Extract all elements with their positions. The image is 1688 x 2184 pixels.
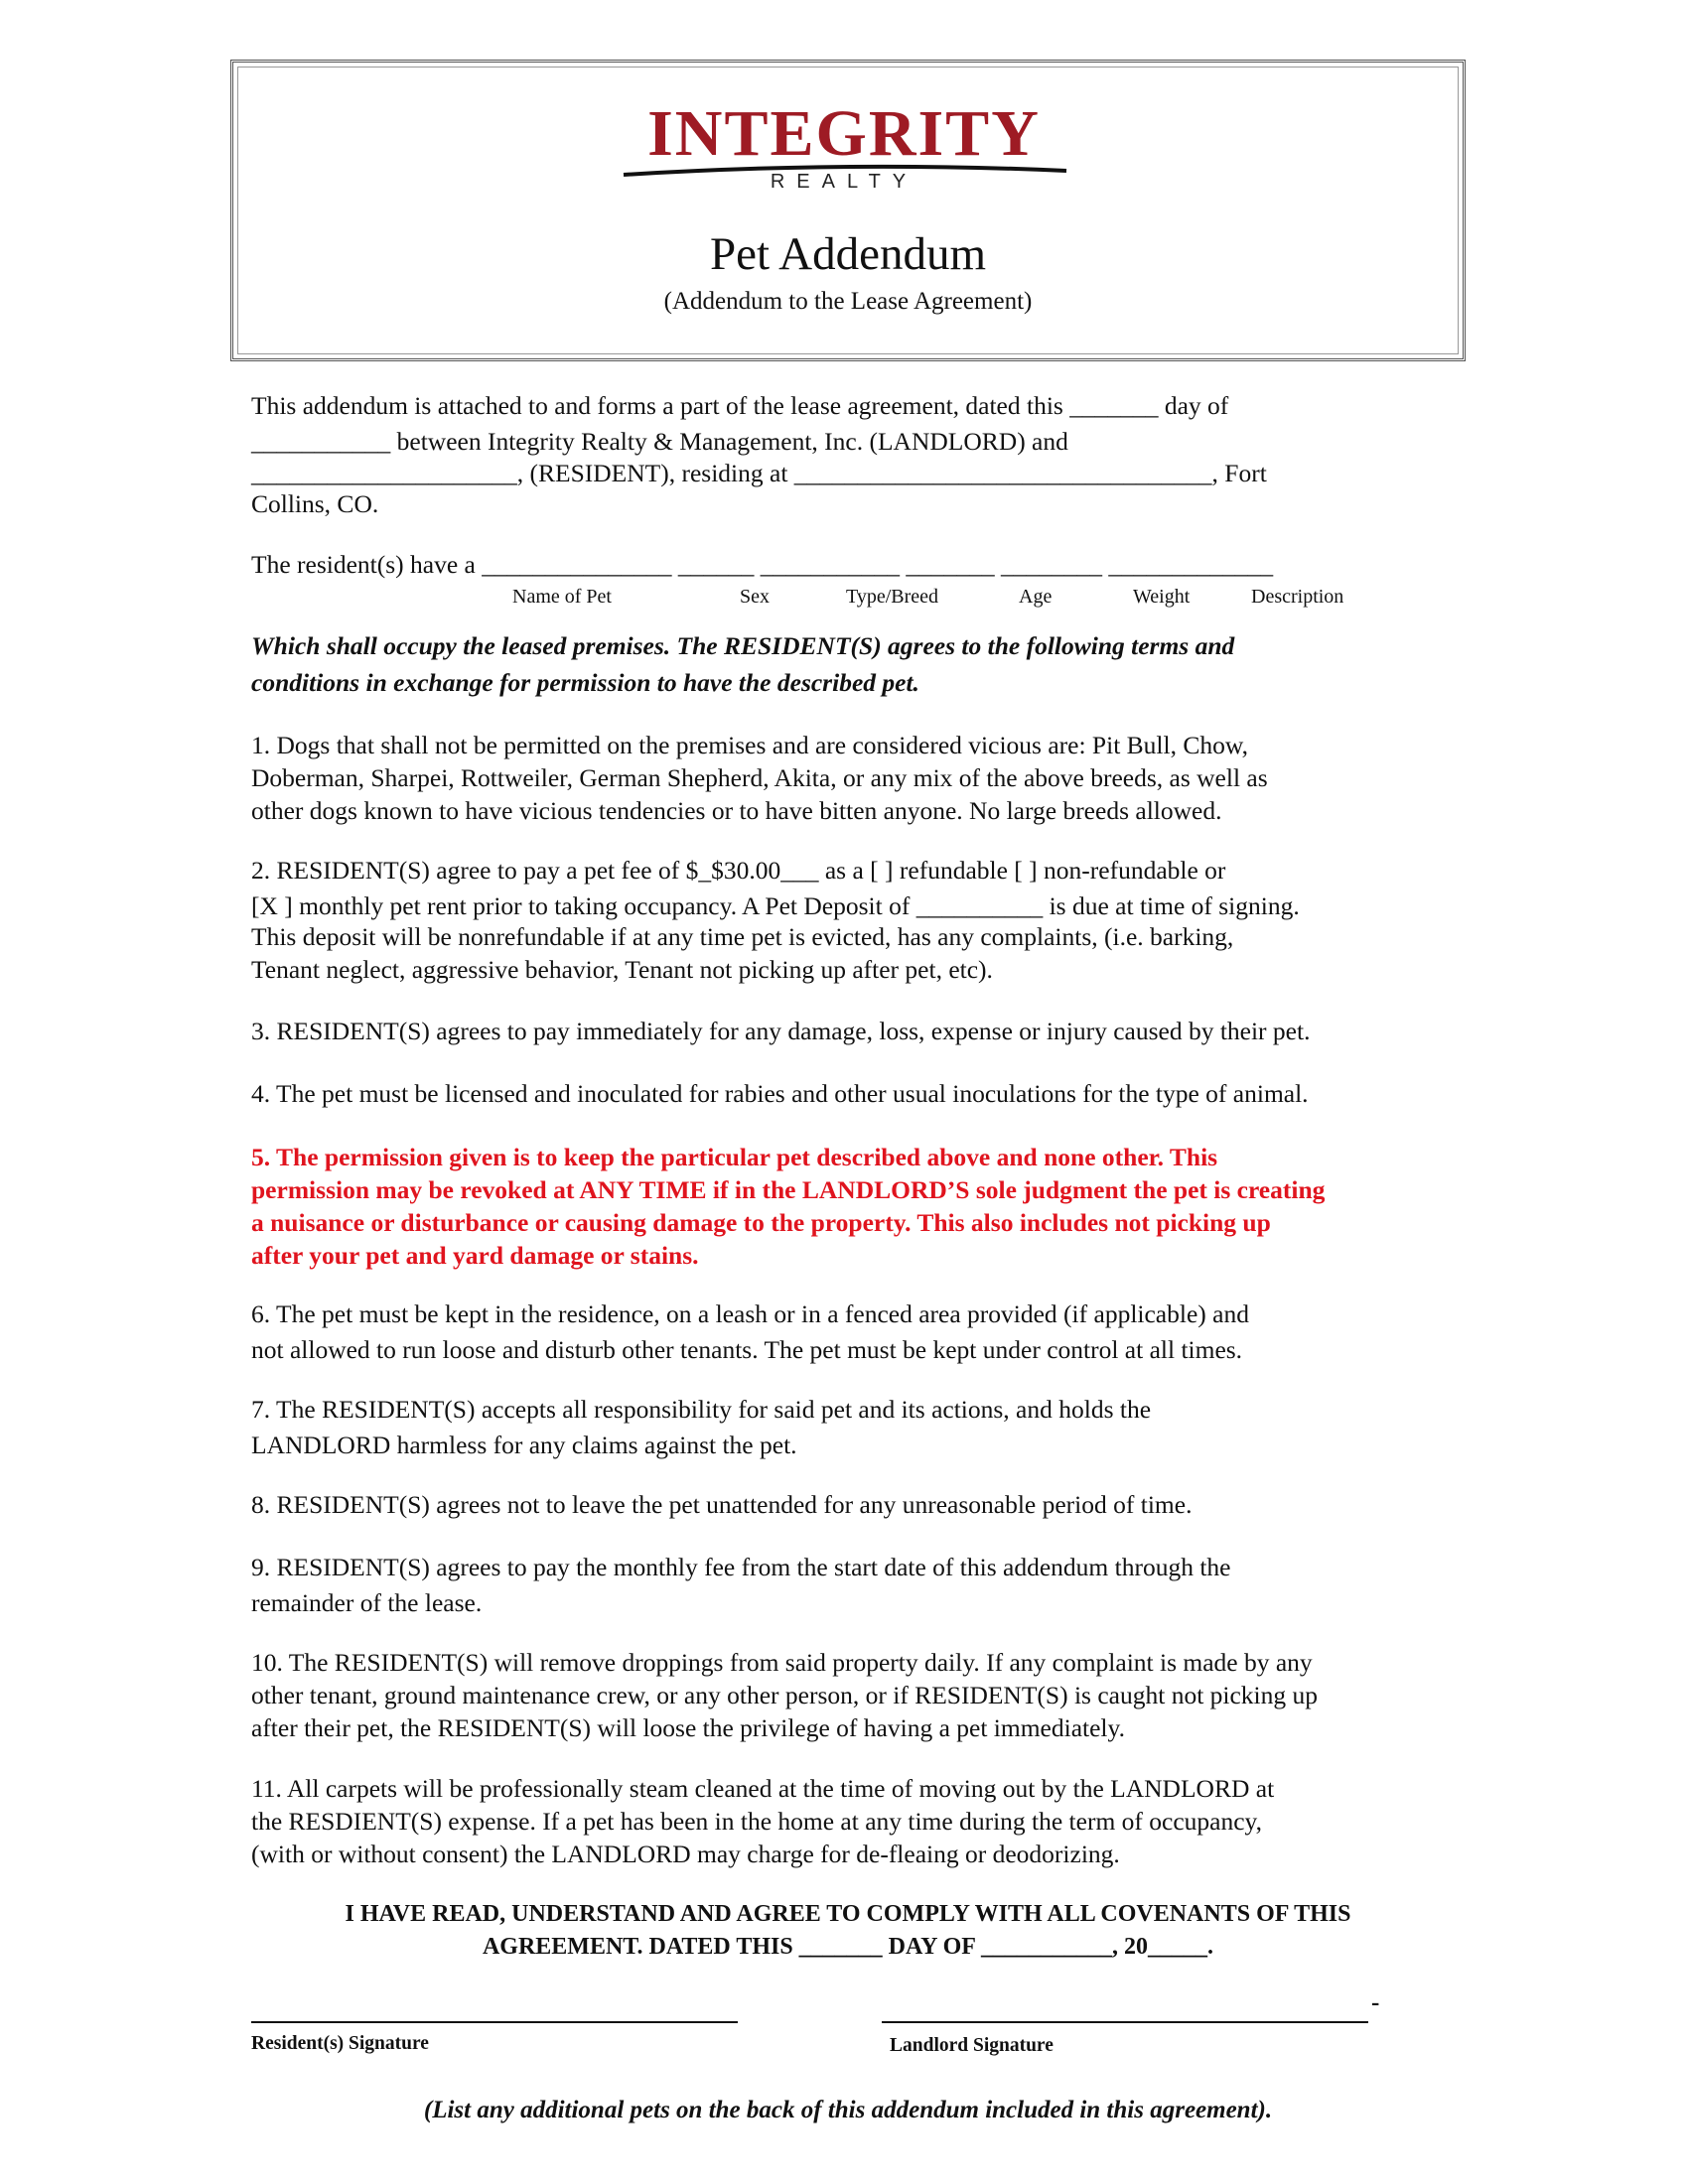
pet-label-type: Type/Breed <box>846 586 939 608</box>
logo-subtitle: REALTY <box>770 171 918 193</box>
pet-label-weight: Weight <box>1133 586 1191 608</box>
term-7: 7. The RESIDENT(S) accepts all responsibility for said pet and its actions, and holds the <box>251 1395 1152 1424</box>
term-5-warning: a nuisance or disturbance or causing damage to the property. This also includes not picking up <box>251 1208 1271 1237</box>
intro-line: This addendum is attached to and forms a part of the lease agreement, dated this _______ day of <box>251 391 1229 420</box>
footer-note: (List any additional pets on the back of this addendum included in this agreement). <box>423 2097 1273 2123</box>
term-11: the RESDIENT(S) expense. If a pet has been in the home at any time during the term of occupancy, <box>251 1807 1263 1836</box>
term-6: 6. The pet must be kept in the residence, on a leash or in a fenced area provided (if applicable) and <box>251 1299 1249 1328</box>
term-5-warning: 5. The permission given is to keep the particular pet described above and none other. This <box>251 1143 1218 1171</box>
page-title: Pet Addendum <box>709 228 987 280</box>
intro-line: _____________________, (RESIDENT), residing at _________________________________, Fort <box>251 459 1267 487</box>
term-11: (with or without consent) the LANDLORD may charge for de-fleaing or deodorizing. <box>251 1840 1120 1868</box>
term-2: Tenant neglect, aggressive behavior, Tenant not picking up after pet, etc). <box>251 955 993 984</box>
integrity-realty-logo <box>616 97 1072 201</box>
logo-wordmark: INTEGRITY <box>647 97 1041 170</box>
agreement-statement: I HAVE READ, UNDERSTAND AND AGREE TO COMPLY WITH ALL COVENANTS OF THIS <box>345 1901 1351 1927</box>
pet-label-sex: Sex <box>740 586 770 608</box>
term-10: other tenant, ground maintenance crew, or any other person, or if RESIDENT(S) is caught not picking up <box>251 1681 1319 1709</box>
term-3: 3. RESIDENT(S) agrees to pay immediately for any damage, loss, expense or injury caused by their pet. <box>251 1017 1311 1045</box>
landlord-signature-line[interactable] <box>882 2021 1368 2023</box>
term-7: LANDLORD harmless for any claims against the pet. <box>251 1431 797 1459</box>
conditions-intro: Which shall occupy the leased premises. The RESIDENT(S) agrees to the following terms and <box>251 631 1235 660</box>
term-5-warning: after your pet and yard damage or stains. <box>251 1241 699 1270</box>
term-9: 9. RESIDENT(S) agrees to pay the monthly fee from the start date of this addendum through the <box>251 1553 1231 1581</box>
intro-line: ___________ between Integrity Realty & Management, Inc. (LANDLORD) and <box>251 427 1068 456</box>
landlord-signature-dash: - <box>1371 1989 1380 2016</box>
pet-label-name: Name of Pet <box>512 586 612 608</box>
term-2: This deposit will be nonrefundable if at any time pet is evicted, has any complaints, (i.e. barking, <box>251 922 1234 951</box>
pet-label-description: Description <box>1251 586 1344 608</box>
page-subtitle: (Addendum to the Lease Agreement) <box>663 288 1033 315</box>
term-10: after their pet, the RESIDENT(S) will loose the privilege of having a pet immediately. <box>251 1713 1125 1742</box>
agreement-statement: AGREEMENT. DATED THIS _______ DAY OF ___________, 20_____. <box>482 1934 1214 1960</box>
landlord-signature-label: Landlord Signature <box>890 2035 1054 2056</box>
term-1: Doberman, Sharpei, Rottweiler, German Shepherd, Akita, or any mix of the above breeds, as well as <box>251 763 1268 792</box>
term-6: not allowed to run loose and disturb other tenants. The pet must be kept under control at all times. <box>251 1335 1243 1364</box>
term-2: 2. RESIDENT(S) agree to pay a pet fee of $_$30.00___ as a [ ] refundable [ ] non-refundable or <box>251 856 1226 885</box>
term-1: other dogs known to have vicious tendencies or to have bitten anyone. No large breeds allowed. <box>251 796 1222 825</box>
resident-signature-line[interactable] <box>251 2021 738 2023</box>
term-8: 8. RESIDENT(S) agrees not to leave the pet unattended for any unreasonable period of time. <box>251 1490 1193 1519</box>
pet-description-line: The resident(s) have a _______________ ______ ___________ _______ ________ _____________ <box>251 550 1274 579</box>
conditions-intro: conditions in exchange for permission to have the described pet. <box>251 668 919 697</box>
pet-label-age: Age <box>1019 586 1053 608</box>
term-2: [X ] monthly pet rent prior to taking occupancy. A Pet Deposit of __________ is due at time of signing. <box>251 891 1300 920</box>
term-9: remainder of the lease. <box>251 1588 483 1617</box>
term-4: 4. The pet must be licensed and inoculated for rabies and other usual inoculations for the type of animal. <box>251 1079 1309 1108</box>
term-11: 11. All carpets will be professionally steam cleaned at the time of moving out by the LANDLORD at <box>251 1774 1275 1803</box>
intro-line: Collins, CO. <box>251 489 379 518</box>
resident-signature-label: Resident(s) Signature <box>251 2033 429 2054</box>
term-1: 1. Dogs that shall not be permitted on the premises and are considered vicious are: Pit Bull, Chow, <box>251 731 1248 759</box>
term-5-warning: permission may be revoked at ANY TIME if in the LANDLORD’S sole judgment the pet is creating <box>251 1175 1326 1204</box>
term-10: 10. The RESIDENT(S) will remove droppings from said property daily. If any complaint is made by any <box>251 1648 1313 1677</box>
